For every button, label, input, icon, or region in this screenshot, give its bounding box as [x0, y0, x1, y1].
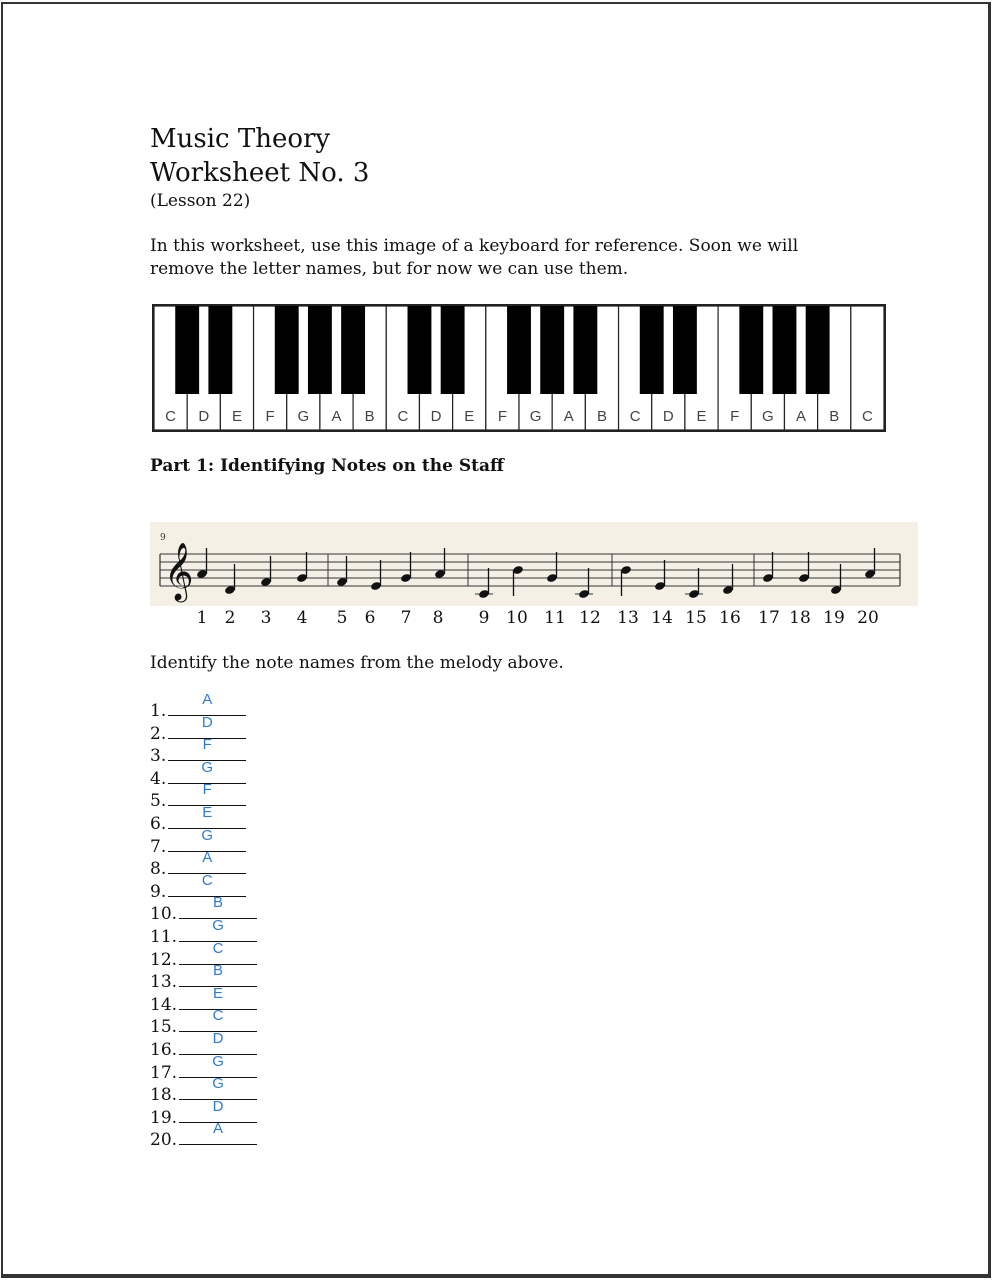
white-key-label: F — [730, 408, 740, 425]
answer-number: 12. — [150, 949, 178, 970]
answer-number: 20. — [150, 1130, 178, 1151]
note-number-9: 9 — [478, 608, 490, 628]
black-key-2 — [208, 306, 232, 394]
answer-number: 9. — [150, 881, 167, 902]
staff-note-4 — [296, 552, 308, 583]
note-number-13: 13 — [617, 608, 639, 628]
answer-letter: B — [213, 894, 224, 912]
answer-letter: A — [202, 691, 213, 708]
black-key-6 — [408, 306, 432, 394]
note-number-19: 19 — [823, 608, 845, 628]
staff-note-19 — [830, 564, 842, 595]
note-number-11: 11 — [544, 608, 566, 628]
white-key-label: D — [198, 408, 210, 425]
answer-letter: D — [212, 1097, 224, 1115]
white-key-label: C — [861, 408, 873, 425]
staff-note-18 — [798, 552, 810, 583]
note-number-5: 5 — [336, 608, 348, 628]
note-number-row — [150, 608, 918, 630]
answer-number: 7. — [150, 836, 167, 857]
staff-note-9 — [475, 568, 493, 599]
answer-number: 4. — [150, 768, 167, 789]
answer-number: 3. — [150, 746, 167, 767]
staff-note-15 — [685, 568, 703, 599]
white-key-label: C — [629, 408, 641, 425]
answer-number: 8. — [150, 859, 167, 880]
answer-letter: C — [212, 939, 224, 957]
note-number-17: 17 — [758, 608, 780, 628]
white-key-label: F — [265, 408, 275, 425]
staff-note-11 — [546, 552, 558, 583]
black-key-4 — [308, 306, 332, 394]
answer-letter: F — [202, 781, 212, 799]
white-key-label: E — [231, 408, 242, 425]
answer-row-20 — [150, 1120, 257, 1151]
answer-letter: G — [212, 916, 224, 934]
answer-letter: E — [213, 984, 224, 1002]
white-key-label: C — [165, 408, 177, 425]
staff-note-16 — [722, 564, 734, 595]
answer-number: 18. — [150, 1085, 178, 1106]
answer-number: 13. — [150, 972, 178, 993]
black-key-1 — [175, 306, 199, 394]
black-key-14 — [773, 306, 797, 394]
white-key-label: A — [563, 408, 574, 425]
answer-number: 17. — [150, 1062, 178, 1083]
answer-number: 11. — [150, 926, 178, 947]
note-number-10: 10 — [506, 608, 528, 628]
black-key-11 — [640, 306, 664, 394]
staff-note-20 — [864, 548, 876, 579]
answer-letter: C — [212, 1007, 224, 1025]
black-key-13 — [739, 306, 763, 394]
black-key-9 — [540, 306, 564, 394]
note-number-18: 18 — [789, 608, 811, 628]
staff-note-7 — [400, 552, 412, 583]
white-key-label: F — [497, 408, 507, 425]
answer-letter: G — [212, 1075, 224, 1093]
white-key-label: B — [829, 408, 840, 425]
answer-letter: F — [202, 736, 212, 754]
staff-note-2 — [224, 564, 236, 595]
answer-letter: A — [213, 1120, 224, 1138]
white-key-label: B — [364, 408, 375, 425]
answer-number: 5. — [150, 791, 167, 812]
black-key-12 — [673, 306, 697, 394]
lesson-subtitle: (Lesson 22) — [150, 191, 251, 211]
note-number-2: 2 — [224, 608, 236, 628]
answer-letter: A — [202, 849, 213, 867]
answer-number: 2. — [150, 723, 167, 744]
staff-note-14 — [654, 560, 666, 591]
black-key-7 — [441, 306, 465, 394]
white-key-label: A — [796, 408, 807, 425]
page-title — [150, 122, 369, 190]
answer-letter: D — [201, 713, 213, 731]
note-number-7: 7 — [400, 608, 412, 628]
note-number-16: 16 — [719, 608, 741, 628]
note-number-3: 3 — [260, 608, 272, 628]
black-key-8 — [507, 306, 531, 394]
white-key-label: D — [430, 408, 442, 425]
white-key-label: D — [662, 408, 674, 425]
white-key-label: B — [596, 408, 607, 425]
note-number-20: 20 — [857, 608, 879, 628]
answer-letter: G — [212, 1052, 224, 1070]
white-key-label: G — [529, 408, 542, 425]
white-key-label: C — [397, 408, 409, 425]
staff-note-12 — [575, 568, 593, 599]
white-key-label: A — [331, 408, 342, 425]
answer-letter: G — [201, 758, 214, 776]
title-line-2: Worksheet No. 3 — [150, 158, 370, 188]
answer-number: 6. — [150, 813, 167, 834]
answer-letter: D — [212, 1029, 224, 1047]
staff-note-10 — [512, 565, 524, 596]
white-key-label: E — [464, 408, 475, 425]
staff-note-1 — [196, 548, 208, 579]
title-line-1: Music Theory — [150, 124, 331, 154]
answer-letter: B — [213, 962, 224, 980]
black-key-10 — [573, 306, 597, 394]
staff-note-17 — [762, 552, 774, 583]
white-key-label: G — [297, 408, 310, 425]
note-number-15: 15 — [685, 608, 707, 628]
music-staff — [150, 522, 918, 606]
treble-clef-icon: 𝄞 — [164, 542, 194, 600]
instruction-text: Identify the note names from the melody above. — [150, 653, 564, 673]
note-number-12: 12 — [579, 608, 601, 628]
intro-paragraph: In this worksheet, use this image of a keyboard for reference. Soon we will remove the letter names, but for now we can use them. — [150, 236, 799, 279]
measure-number: 9 — [160, 533, 166, 543]
staff-note-5 — [336, 556, 348, 587]
white-key-label: E — [696, 408, 707, 425]
answer-number: 10. — [150, 904, 178, 925]
answer-number: 19. — [150, 1107, 178, 1128]
keyboard-diagram — [152, 304, 886, 432]
black-key-3 — [275, 306, 299, 394]
black-key-15 — [806, 306, 830, 394]
answer-blank-field[interactable] — [179, 1120, 257, 1145]
answer-number: 16. — [150, 1039, 178, 1060]
answer-number: 14. — [150, 994, 178, 1015]
black-key-5 — [341, 306, 365, 394]
staff-note-13 — [620, 565, 632, 596]
answer-number: 1. — [150, 701, 167, 721]
answer-letter: C — [201, 871, 213, 889]
answer-number: 15. — [150, 1017, 178, 1038]
answer-letter: G — [201, 826, 214, 844]
white-key-label: G — [762, 408, 774, 425]
staff-note-6 — [370, 560, 382, 591]
answer-list — [150, 691, 257, 1151]
part1-heading: Part 1: Identifying Notes on the Staff — [150, 456, 504, 476]
note-number-8: 8 — [432, 608, 444, 628]
answer-letter: E — [202, 803, 213, 821]
note-number-14: 14 — [651, 608, 673, 628]
note-number-1: 1 — [196, 608, 208, 628]
note-number-6: 6 — [364, 608, 376, 628]
note-number-4: 4 — [296, 608, 308, 628]
staff-note-3 — [260, 556, 272, 587]
staff-note-8 — [434, 548, 446, 579]
